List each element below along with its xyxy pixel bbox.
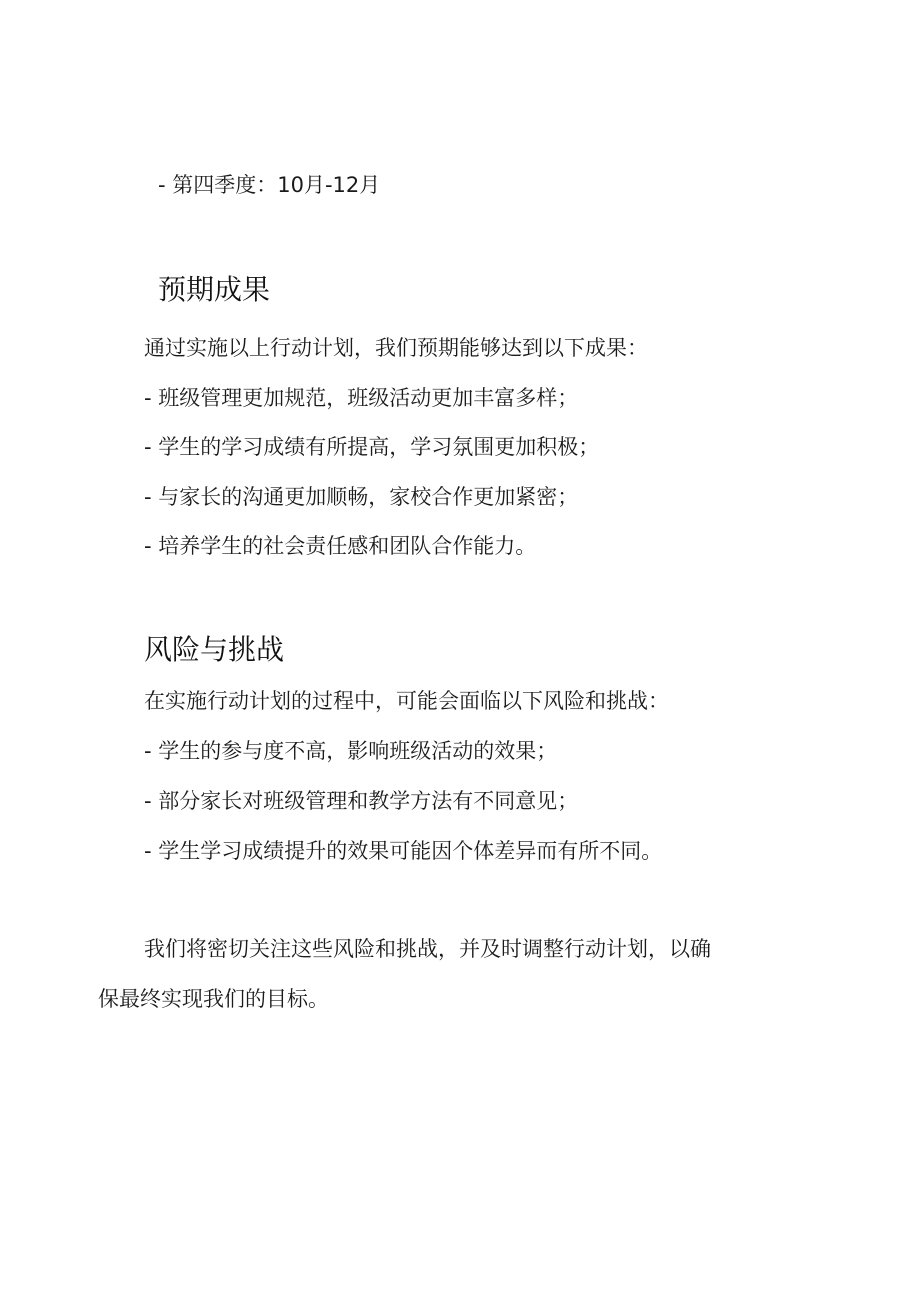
expected-outcome-item: - 班级管理更加规范，班级活动更加丰富多样； (144, 386, 579, 410)
closing-paragraph-line-2: 保最终实现我们的目标。 (98, 987, 329, 1011)
expected-outcomes-intro: 通过实施以上行动计划，我们预期能够达到以下成果： (144, 336, 648, 360)
risks-intro: 在实施行动计划的过程中，可能会面临以下风险和挑战： (144, 689, 669, 713)
risk-item: - 部分家长对班级管理和教学方法有不同意见； (144, 789, 579, 813)
closing-paragraph-line-1: 我们将密切关注这些风险和挑战，并及时调整行动计划，以确 (144, 937, 711, 961)
risk-item: - 学生的参与度不高，影响班级活动的效果； (144, 739, 558, 763)
expected-outcomes-heading: 预期成果 (158, 273, 271, 306)
quarter-line: - 第四季度：10月-12月 (158, 173, 381, 197)
risks-heading: 风险与挑战 (144, 633, 285, 666)
expected-outcome-item: - 学生的学习成绩有所提高，学习氛围更加积极； (144, 435, 600, 459)
risk-item: - 学生学习成绩提升的效果可能因个体差异而有所不同。 (144, 839, 663, 863)
expected-outcome-item: - 培养学生的社会责任感和团队合作能力。 (144, 534, 537, 558)
expected-outcome-item: - 与家长的沟通更加顺畅，家校合作更加紧密； (144, 485, 579, 509)
